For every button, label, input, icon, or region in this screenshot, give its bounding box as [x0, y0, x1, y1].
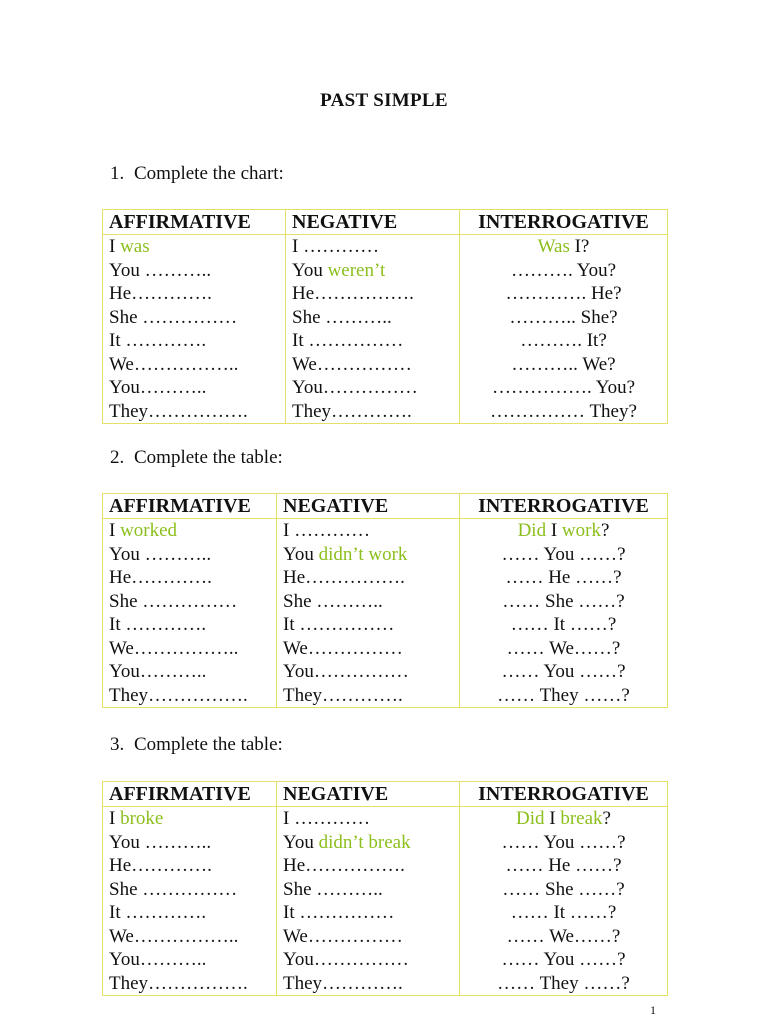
table-cell-line — [466, 235, 661, 259]
answer-text: work — [561, 520, 601, 541]
table-body-row — [103, 519, 668, 708]
cell-text: It …………. — [109, 902, 207, 923]
cell-text: You……….. — [109, 661, 207, 682]
table-cell-line — [283, 878, 453, 902]
table-cell-line — [466, 329, 661, 353]
table-cell-line — [466, 353, 661, 377]
table-cell-line — [466, 259, 661, 283]
header-negative: NEGATIVE — [277, 782, 460, 807]
cell-text: She ……….. — [283, 878, 383, 900]
affirmative-column — [103, 807, 277, 996]
cell-text: I — [546, 520, 562, 541]
table-cell-line — [466, 854, 661, 878]
cell-text: …………. He? — [505, 283, 622, 304]
table-cell-line — [109, 259, 279, 283]
table-cell-line — [466, 637, 661, 661]
section-1-heading — [110, 163, 284, 185]
cell-text: You…………… — [283, 661, 409, 682]
table-cell-line — [109, 400, 279, 424]
table-cell-line — [283, 637, 453, 661]
section-3-heading — [110, 734, 283, 756]
header-negative: NEGATIVE — [277, 494, 460, 519]
cell-text: They…………. — [283, 972, 403, 994]
cell-text: ? — [602, 808, 611, 829]
page-title: PAST SIMPLE — [320, 90, 448, 111]
table-cell-line — [292, 400, 453, 424]
table-cell-line — [109, 306, 279, 330]
header-affirmative: AFFIRMATIVE — [103, 782, 277, 807]
cell-text: We…………….. — [109, 637, 239, 659]
cell-text: It …………… — [292, 330, 404, 351]
answer-text: weren’t — [327, 259, 386, 281]
answer-text: didn’t break — [318, 831, 411, 853]
table-cell-line — [466, 613, 661, 637]
table-cell-line — [466, 543, 661, 567]
table-cell-line — [292, 329, 453, 353]
cell-text: …… We……? — [506, 637, 621, 659]
table-cell-line — [292, 376, 453, 400]
cell-text: …… She ……? — [502, 878, 625, 900]
header-interrogative: INTERROGATIVE — [460, 494, 668, 519]
table-cell-line — [283, 543, 453, 567]
cell-text: …… We……? — [506, 925, 621, 947]
cell-text: I — [109, 236, 121, 257]
table-cell-line — [283, 948, 453, 972]
cell-text: You…………… — [283, 949, 409, 970]
cell-text: ……….. She? — [509, 306, 618, 328]
table-cell-line — [109, 948, 270, 972]
cell-text: …… He ……? — [505, 855, 622, 876]
table-cell-line — [466, 948, 661, 972]
table-cell-line — [466, 878, 661, 902]
cell-text: He……………. — [283, 855, 405, 876]
table-cell-line — [109, 376, 279, 400]
cell-text: We…………… — [283, 925, 403, 947]
table-cell-line — [466, 306, 661, 330]
cell-text: It …………… — [283, 902, 395, 923]
table-cell-line — [109, 972, 270, 996]
table-cell-line — [466, 282, 661, 306]
cell-text: I — [109, 808, 121, 829]
cell-text: I ………… — [283, 520, 371, 541]
cell-text: I? — [569, 236, 590, 257]
table-cell-line — [292, 235, 453, 259]
table-cell-line — [292, 259, 453, 283]
table-cell-line — [109, 901, 270, 925]
section-heading-text: Complete the chart: — [134, 163, 284, 184]
table-cell-line — [109, 831, 270, 855]
table-cell-line — [283, 519, 453, 543]
cell-text: They……………. — [109, 684, 248, 706]
section-number: 1. — [110, 163, 125, 184]
cell-text: They……………. — [109, 400, 248, 422]
header-negative: NEGATIVE — [286, 210, 460, 235]
negative-column — [277, 807, 460, 996]
table-header-row — [103, 494, 668, 519]
section-number: 2. — [110, 447, 125, 468]
interrogative-column — [460, 235, 668, 424]
cell-text: …… You ……? — [501, 949, 626, 970]
cell-text: …… You ……? — [501, 831, 626, 853]
table-cell-line — [109, 925, 270, 949]
table-cell-line — [283, 831, 453, 855]
table-body-row — [103, 235, 668, 424]
cell-text: …… It ……? — [510, 902, 617, 923]
cell-text: I ………… — [292, 236, 380, 257]
table-cell-line — [109, 807, 270, 831]
table-cell-line — [466, 831, 661, 855]
cell-text: …… You ……? — [501, 543, 626, 565]
table-cell-line — [466, 400, 661, 424]
table-cell-line — [283, 972, 453, 996]
cell-text: You……….. — [109, 377, 207, 398]
answer-text: didn’t work — [318, 543, 408, 565]
cell-text: You ……….. — [109, 543, 212, 565]
cell-text: He…………. — [109, 567, 212, 588]
header-interrogative: INTERROGATIVE — [460, 210, 668, 235]
table-cell-line — [292, 306, 453, 330]
section-2-heading — [110, 447, 283, 469]
table-header-row — [103, 782, 668, 807]
table-cell-line — [109, 684, 270, 708]
table-header-row — [103, 210, 668, 235]
table-cell-line — [283, 854, 453, 878]
table-cell-line — [466, 376, 661, 400]
conjugation-table-3 — [102, 781, 668, 996]
cell-text: …… They ……? — [497, 684, 630, 706]
table-cell-line — [283, 807, 453, 831]
answer-text: break — [560, 808, 603, 829]
cell-text: …… They ……? — [497, 972, 630, 994]
table-cell-line — [283, 613, 453, 637]
cell-text: I ………… — [283, 808, 371, 829]
negative-column — [286, 235, 460, 424]
answer-text: worked — [120, 520, 178, 541]
header-affirmative: AFFIRMATIVE — [103, 494, 277, 519]
conjugation-table-1 — [102, 209, 668, 424]
cell-text: You — [283, 543, 319, 565]
answer-text: broke — [120, 808, 164, 829]
cell-text: …………… They? — [490, 400, 637, 422]
cell-text: …… She ……? — [502, 590, 625, 612]
cell-text: She ……….. — [292, 306, 392, 328]
cell-text: I — [544, 808, 561, 829]
section-number: 3. — [110, 734, 125, 755]
table-cell-line — [109, 660, 270, 684]
cell-text: It …………. — [109, 614, 207, 635]
cell-text: They……………. — [109, 972, 248, 994]
affirmative-column — [103, 235, 286, 424]
cell-text: It …………… — [283, 614, 395, 635]
table-cell-line — [466, 660, 661, 684]
table-cell-line — [283, 566, 453, 590]
table-cell-line — [109, 235, 279, 259]
cell-text: We…………… — [283, 637, 403, 659]
cell-text: We…………….. — [109, 353, 239, 375]
page-number: 1 — [650, 1003, 656, 1017]
cell-text: He……………. — [283, 567, 405, 588]
table-cell-line — [283, 590, 453, 614]
cell-text: ? — [600, 520, 610, 541]
table-cell-line — [109, 878, 270, 902]
table-cell-line — [292, 282, 453, 306]
table-cell-line — [466, 972, 661, 996]
table-cell-line — [466, 807, 661, 831]
cell-text: You……….. — [109, 949, 207, 970]
table-cell-line — [109, 329, 279, 353]
table-cell-line — [109, 613, 270, 637]
interrogative-column — [460, 807, 668, 996]
cell-text: You — [292, 259, 328, 281]
cell-text: ……….. We? — [511, 353, 616, 375]
table-cell-line — [292, 353, 453, 377]
table-cell-line — [466, 901, 661, 925]
table-cell-line — [466, 566, 661, 590]
table-cell-line — [109, 282, 279, 306]
cell-text: She ……….. — [283, 590, 383, 612]
table-cell-line — [109, 353, 279, 377]
table-cell-line — [109, 590, 270, 614]
cell-text: She …………… — [109, 878, 238, 900]
table-cell-line — [109, 637, 270, 661]
cell-text: I — [109, 520, 121, 541]
cell-text: You — [283, 831, 319, 853]
cell-text: She …………… — [109, 306, 238, 328]
interrogative-column — [460, 519, 668, 708]
table-cell-line — [109, 519, 270, 543]
table-cell-line — [283, 925, 453, 949]
table-cell-line — [466, 684, 661, 708]
cell-text: It …………. — [109, 330, 207, 351]
table-cell-line — [466, 925, 661, 949]
table-cell-line — [109, 566, 270, 590]
table-cell-line — [466, 519, 661, 543]
table-cell-line — [466, 590, 661, 614]
cell-text: ………. It? — [520, 330, 607, 351]
cell-text: They…………. — [292, 400, 412, 422]
answer-text: Did — [517, 520, 547, 541]
cell-text: ……………. You? — [491, 377, 636, 398]
table-cell-line — [283, 901, 453, 925]
answer-text: was — [120, 236, 150, 257]
cell-text: She …………… — [109, 590, 238, 612]
cell-text: …… It ……? — [510, 614, 617, 635]
cell-text: ………. You? — [510, 259, 617, 281]
header-interrogative: INTERROGATIVE — [460, 782, 668, 807]
answer-text: Did — [516, 808, 545, 829]
table-cell-line — [109, 543, 270, 567]
negative-column — [277, 519, 460, 708]
cell-text: We…………… — [292, 353, 412, 375]
cell-text: They…………. — [283, 684, 403, 706]
cell-text: We…………….. — [109, 925, 239, 947]
header-affirmative: AFFIRMATIVE — [103, 210, 286, 235]
cell-text: You ……….. — [109, 259, 212, 281]
cell-text: He……………. — [292, 283, 414, 304]
cell-text: You…………… — [292, 377, 418, 398]
answer-text: Was — [537, 236, 570, 257]
section-heading-text: Complete the table: — [134, 734, 283, 755]
conjugation-table-2 — [102, 493, 668, 708]
table-cell-line — [109, 854, 270, 878]
affirmative-column — [103, 519, 277, 708]
cell-text: …… You ……? — [501, 661, 626, 682]
cell-text: …… He ……? — [505, 567, 622, 588]
table-body-row — [103, 807, 668, 996]
table-cell-line — [283, 660, 453, 684]
cell-text: He…………. — [109, 855, 212, 876]
table-cell-line — [283, 684, 453, 708]
cell-text: You ……….. — [109, 831, 212, 853]
section-heading-text: Complete the table: — [134, 447, 283, 468]
cell-text: He…………. — [109, 283, 212, 304]
